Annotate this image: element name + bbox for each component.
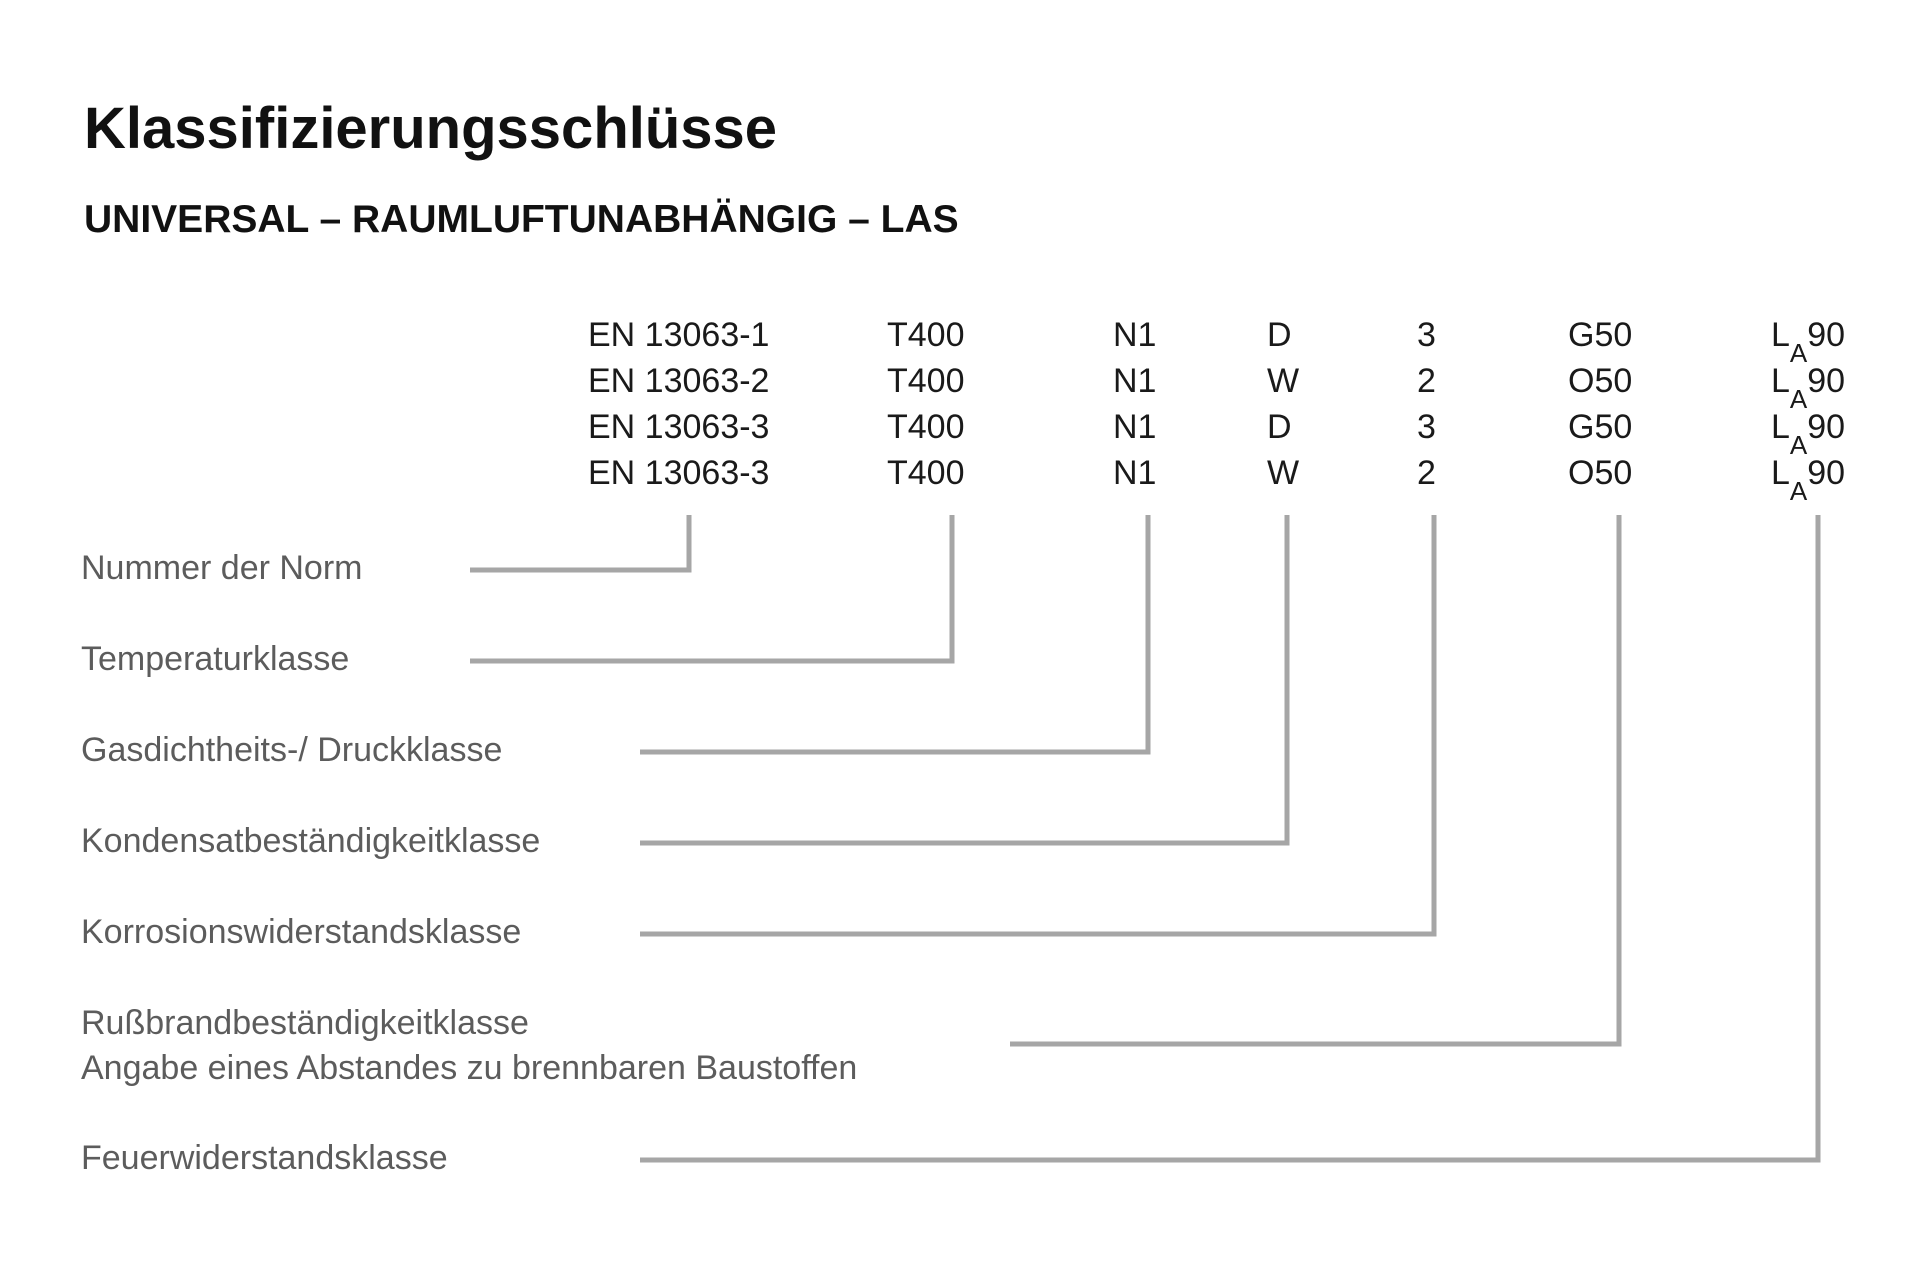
code-cell: EN 13063-3 [588, 408, 770, 446]
classification-label: Gasdichtheits-/ Druckklasse [81, 731, 503, 769]
subtitle: UNIVERSAL – RAUMLUFTUNABHÄNGIG – LAS [84, 198, 959, 241]
code-cell: N1 [1113, 454, 1157, 492]
code-symbol-value: 90 [1807, 316, 1846, 354]
classification-label: Feuerwiderstandsklasse [81, 1139, 448, 1177]
code-symbol-value: 90 [1807, 408, 1846, 446]
code-symbol-value: 90 [1807, 454, 1846, 492]
connector-line [640, 515, 1434, 934]
code-symbol-base: L [1771, 362, 1790, 400]
code-cell: T400 [887, 408, 965, 446]
code-cell: O50 [1568, 454, 1633, 492]
code-cell: T400 [887, 454, 965, 492]
code-cell: D [1267, 316, 1292, 354]
code-symbol-value: 90 [1807, 362, 1846, 400]
code-cell: 3 [1417, 316, 1436, 354]
classification-label: Kondensatbeständigkeitklasse [81, 822, 541, 860]
connector-line [640, 515, 1148, 752]
connector-line [640, 515, 1818, 1160]
connector-line [1010, 515, 1619, 1044]
code-symbol-base: L [1771, 316, 1790, 354]
code-cell: N1 [1113, 408, 1157, 446]
code-cell: 3 [1417, 408, 1436, 446]
connector-line [470, 515, 952, 661]
code-cell: G50 [1568, 316, 1633, 354]
title: Klassifizierungsschlüsse [84, 96, 778, 161]
classification-label: Rußbrandbeständigkeitklasse Angabe eines Abstandes zu brennbaren Baustoffen [81, 1004, 858, 1088]
code-symbol-base: L [1771, 408, 1790, 446]
code-symbol-subscript: A [1789, 476, 1808, 506]
code-cell: T400 [887, 316, 965, 354]
code-cell: N1 [1113, 362, 1157, 400]
code-symbol-base: L [1771, 454, 1790, 492]
code-cell: EN 13063-3 [588, 454, 770, 492]
code-cell: G50 [1568, 408, 1633, 446]
code-cell: 2 [1417, 362, 1436, 400]
connector-line [640, 515, 1287, 843]
code-cell: W [1267, 362, 1300, 400]
connector-line [470, 515, 689, 570]
classification-label: Nummer der Norm [81, 549, 363, 587]
code-symbol-subscript: A [1789, 338, 1808, 368]
code-cell: EN 13063-1 [588, 316, 770, 354]
classification-label: Korrosionswiderstandsklasse [81, 913, 522, 951]
code-cell: W [1267, 454, 1300, 492]
classification-label: Temperaturklasse [81, 640, 350, 678]
code-symbol-subscript: A [1789, 384, 1808, 414]
code-symbol-subscript: A [1789, 430, 1808, 460]
code-cell: O50 [1568, 362, 1633, 400]
code-cell: EN 13063-2 [588, 362, 770, 400]
code-cell: D [1267, 408, 1292, 446]
code-cell: 2 [1417, 454, 1436, 492]
code-cell: N1 [1113, 316, 1157, 354]
code-cell: T400 [887, 362, 965, 400]
